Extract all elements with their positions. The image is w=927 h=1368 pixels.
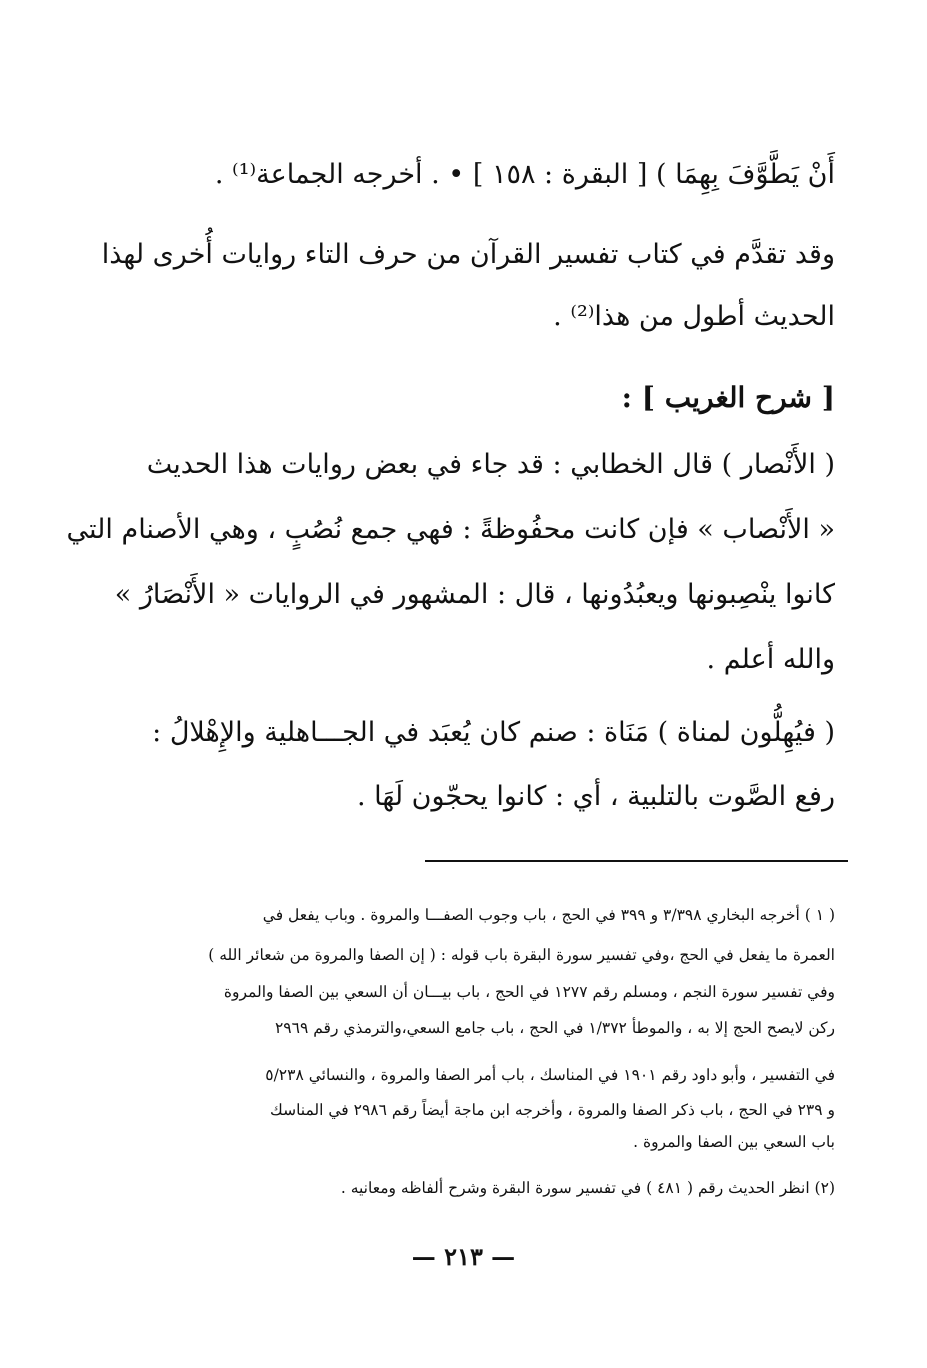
body-line-7: كانوا ينْصِبونها ويعبُدُونها ، قال : المشهور في الروايات « الأَنْصَارُ » [114, 579, 835, 610]
footnote-line-8: (٢) انظر الحديث رقم ( ٤٨١ ) في تفسير سورة البقرة وشرح ألفاظه ومعانيه . [340, 1179, 835, 1197]
footnote-line-4: ركن لايصح الحج إلا به ، والموطأ ١/٣٧٢ في الحج ، باب جامع السعي،والترمذي رقم ٢٩٦٩ [274, 1019, 835, 1037]
footnote-line-3: وفي تفسير سورة النجم ، ومسلم رقم ١٢٧٧ في الحج ، باب بيـــان أن السعي بين الصفا والمروة [223, 983, 835, 1001]
footnote-line-7: باب السعي بين الصفا والمروة . [633, 1133, 835, 1151]
page-number: — ٢١٣ — [411, 1242, 516, 1271]
body-line-8: والله أعلم . [706, 644, 835, 675]
body-line-3: الحديث أطول من هذا⁽²⁾ . [553, 301, 835, 332]
section-heading: [ شرح الغريب ] : [621, 381, 835, 414]
body-line-1: أَنْ يَطَّوَّفَ بِهِمَا ) [ البقرة : ١٥٨ ] • . أخرجه الجماعة⁽¹⁾ . [214, 159, 835, 190]
body-line-9: ( فيُهِلُّون لمناة ) مَنَاة : صنم كان يُعبَد في الجـــاهلية والإِهْلالُ : [152, 717, 835, 748]
footnote-line-1: ( ١ ) أخرجه البخاري ٣/٣٩٨ و ٣٩٩ في الحج ، باب وجوب الصفـــا والمروة . وباب يفعل في [262, 906, 835, 924]
body-line-2: وقد تقدَّم في كتاب تفسير القرآن من حرف التاء روايات أُخرى لهذا [101, 239, 835, 270]
body-line-5: ( الأَنْصار ) قال الخطابي : قد جاء في بعض روايات هذا الحديث [146, 449, 835, 480]
footnote-line-2: العمرة ما يفعل في الحج ،وفي تفسير سورة البقرة باب قوله : ( إن الصفا والمروة من شعائر الله ) [208, 946, 835, 964]
footnote-line-5: في التفسير ، وأبو داود رقم ١٩٠١ في المناسك ، باب أمر الصفا والمروة ، والنسائي ٥/٢٣٨ [265, 1066, 835, 1084]
footnote-separator [425, 860, 848, 862]
footnote-line-6: و ٢٣٩ في الحج ، باب ذكر الصفا والمروة ، وأخرجه ابن ماجة أيضاً رقم ٢٩٨٦ في المناسك [270, 1101, 835, 1119]
body-line-10: رفع الصَّوت بالتلبية ، أي : كانوا يحجّون لَهَا . [356, 781, 835, 812]
body-line-6: « الأَنْصاب » فإن كانت محفُوظةً : فهي جمع نُصُبٍ ، وهي الأصنام التي [66, 514, 835, 545]
